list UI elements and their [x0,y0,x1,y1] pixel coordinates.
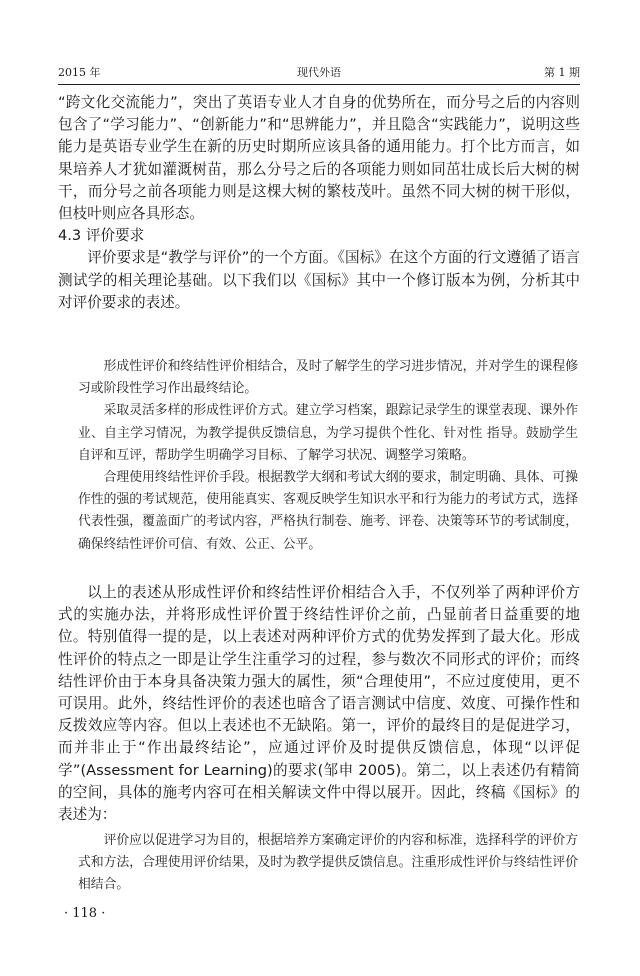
quote1-paragraph-3: 合理使用终结性评价手段。根据教学大纲和考试大纲的要求，制定明确、具体、可操作性的强的考试规范，使用能真实、客观反映学生知识水平和行为能力的考试方式，选择代表性强，覆盖面广的考试内容，严格执行制卷、施考、评卷、决策等环节的考试制度，确保终结性评价可信、有效、公正、公平。 [78,470,578,552]
quote1-paragraph-1: 形成性评价和终结性评价相结合，及时了解学生的学习进步情况，并对学生的课程修习或阶段性学习作出最终结论。 [78,359,578,397]
block-quote-1 [78,356,578,556]
header-year: 2015 年 [58,66,101,79]
running-header [58,62,580,82]
paragraph-analysis: 以上的表述从形成性评价和终结性评价相结合入手，不仅列举了两种评价方式的实施办法，并将形成性评价置于终结性评价之前，凸显前者日益重要的地位。特别值得一提的是，以上表述对两种评价方式的优势发挥到了最大化。形成性评价的特点之一即是让学生注重学习的过程，参与数次不同形式的评价；而终结性评价由于本身具备决策力强大的属性，须“合理使用”，不应过度使用，更不可误用。此外，终结性评价的表述也暗含了语言测试中信度、效度、可操作性和反拨效应等内容。但以上表述也不无缺陷。第一，评价的最终目的是促进学习，而并非止于“作出最终结论”，应通过评价及时提供反馈信息，体现“以评促学”(Assessment for Learning)的要求(邹申 2005)。第二，以上表述仍有精简的空间，具体的施考内容可在相关解读文件中得以展开。因此，终稿《国标》的表述为： [58,584,580,824]
quote2-paragraph: 评价应以促进学习为目的，根据培养方案确定评价的内容和标准，选择科学的评价方式和方法，合理使用评价结果，及时为教学提供反馈信息。注重形成性评价与终结性评价相结合。 [78,833,578,893]
block-quote-2 [78,830,578,897]
paragraph-continuation: “跨文化交流能力”，突出了英语专业人才自身的优势所在，而分号之后的内容则包含了“学习能力”、“创新能力”和“思辨能力”，并且隐含“实践能力”，说明这些能力是英语专业学生在新的历史时期所应该具备的通用能力。打个比方而言，如果培养人才犹如灌溉树苗，那么分号之后的各项能力则如同茁壮成长后大树的树干，而分号之前各项能力则是这棵大树的繁枝茂叶。虽然不同大树的树干形似，但枝叶则应各具形态。 [58,94,580,223]
header-journal-title: 现代外语 [297,66,341,79]
page-number: · 118 · [64,906,106,921]
header-issue: 第 1 期 [544,66,580,79]
body-block-1 [58,92,580,314]
section-heading: 4.3 评价要求 [58,227,145,245]
header-rule [58,84,580,85]
quote1-paragraph-2: 采取灵活多样的形成性评价方式。建立学习档案，跟踪记录学生的课堂表现、课外作业、自主学习情况，为教学提供反馈信息，为学习提供个性化、针对性 指导。鼓励学生自评和互评，帮助学生明确学习目标、了解学习状况、调整学习策略。 [78,403,578,463]
body-block-2 [58,582,580,826]
paragraph-evaluation-intro: 评价要求是“教学与评价”的一个方面。《国标》在这个方面的行文遵循了语言测试学的相关理论基础。以下我们以《国标》其中一个修订版本为例，分析其中对评价要求的表述。 [58,249,580,311]
